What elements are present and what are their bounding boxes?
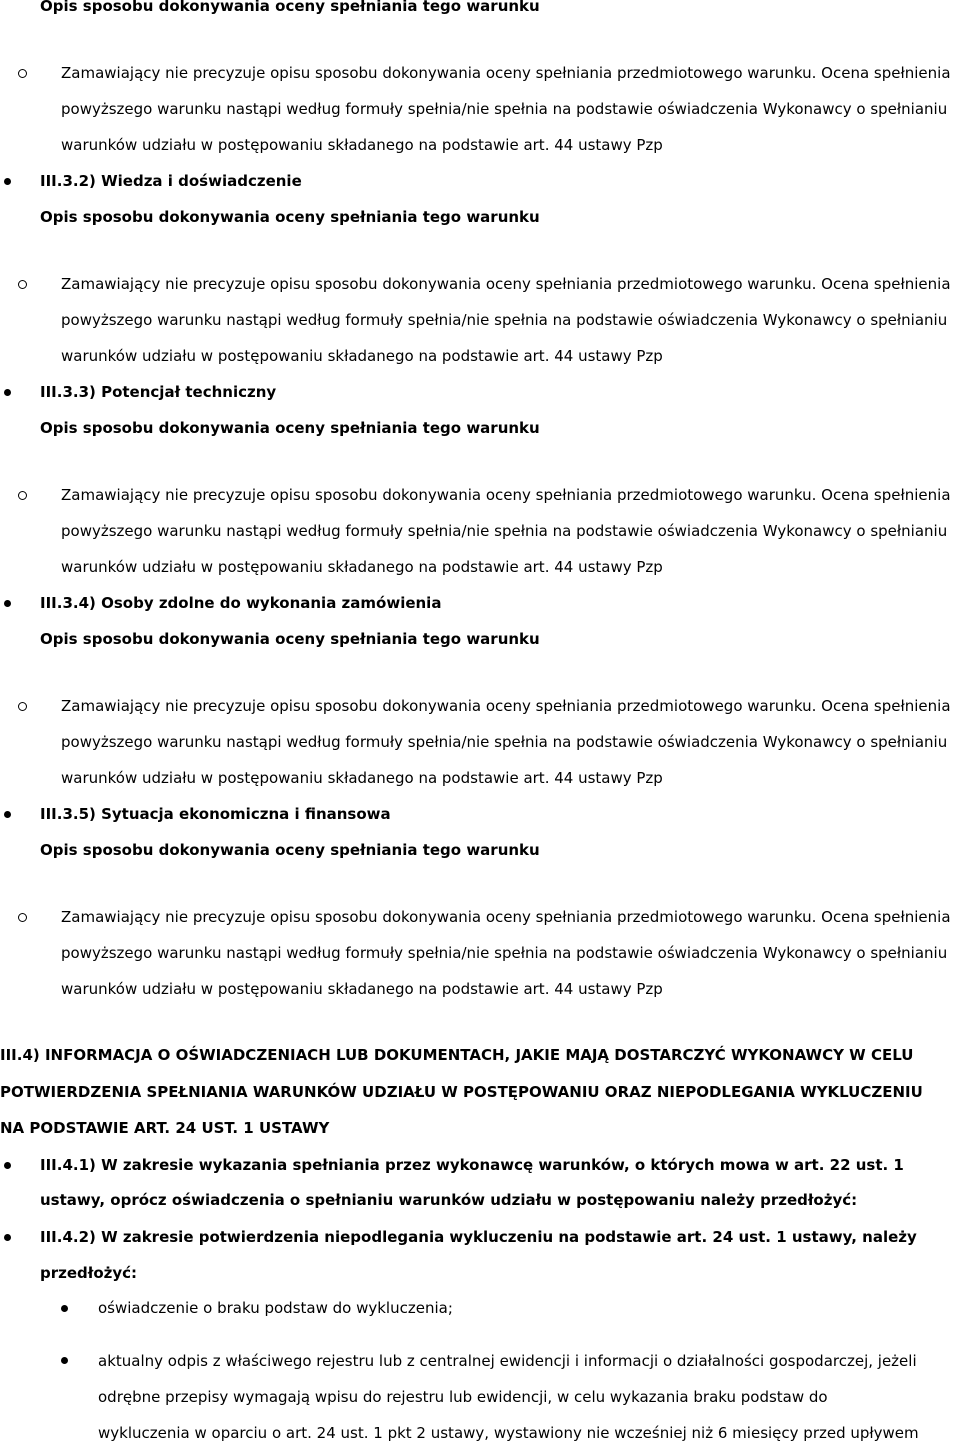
item-text-line: powyższego warunku nastąpi według formuły spełnia/nie spełnia na podstawie oświadczenia Wykonawcy o spełnianiu (61, 522, 948, 540)
circle-bullet-icon (18, 69, 27, 78)
bullet-icon (4, 178, 11, 185)
item-text-line: przedłożyć: (40, 1264, 138, 1282)
sub-item-text-line: odrębne przepisy wymagają wpisu do rejestru lub ewidencji, w celu wykazania braku podstaw do (98, 1388, 828, 1406)
item-text-line: Zamawiający nie precyzuje opisu sposobu dokonywania oceny spełniania przedmiotowego warunku. Ocena spełnienia (61, 908, 951, 926)
item-text-line: powyższego warunku nastąpi według formuły spełnia/nie spełnia na podstawie oświadczenia Wykonawcy o spełnianiu (61, 733, 948, 751)
item-text-line: warunków udziału w postępowaniu składanego na podstawie art. 44 ustawy Pzp (61, 980, 663, 998)
item-text-line: powyższego warunku nastąpi według formuły spełnia/nie spełnia na podstawie oświadczenia Wykonawcy o spełnianiu (61, 311, 948, 329)
section-heading: Opis sposobu dokonywania oceny spełniania tego warunku (40, 841, 540, 859)
circle-bullet-icon (18, 702, 27, 711)
section-heading: Opis sposobu dokonywania oceny spełniania tego warunku (40, 0, 540, 15)
bullet-icon (4, 1234, 11, 1241)
section-title: III.3.5) Sytuacja ekonomiczna i finansowa (40, 805, 391, 823)
sub-item-text-line: wykluczenia w oparciu o art. 24 ust. 1 pkt 2 ustawy, wystawiony nie wcześniej niż 6 miesięcy przed upływem (98, 1424, 919, 1442)
item-text-line: warunków udziału w postępowaniu składanego na podstawie art. 44 ustawy Pzp (61, 558, 663, 576)
bullet-icon (61, 1305, 68, 1312)
item-text-line: powyższego warunku nastąpi według formuły spełnia/nie spełnia na podstawie oświadczenia Wykonawcy o spełnianiu (61, 944, 948, 962)
bullet-icon (4, 811, 11, 818)
section4-heading-line: NA PODSTAWIE ART. 24 UST. 1 USTAWY (0, 1119, 330, 1137)
section-title: III.3.3) Potencjał techniczny (40, 383, 277, 401)
item-text-line: warunków udziału w postępowaniu składanego na podstawie art. 44 ustawy Pzp (61, 347, 663, 365)
item-text-line: III.4.2) W zakresie potwierdzenia niepodlegania wykluczeniu na podstawie art. 24 ust. 1 ustawy, należy (40, 1228, 917, 1246)
bullet-icon (4, 1162, 11, 1169)
section4-heading-line: III.4) INFORMACJA O OŚWIADCZENIACH LUB DOKUMENTACH, JAKIE MAJĄ DOSTARCZYĆ WYKONAWCY W CELU (0, 1046, 914, 1064)
sub-item-text-line: aktualny odpis z właściwego rejestru lub z centralnej ewidencji i informacji o działalności gospodarczej, jeżeli (98, 1352, 917, 1370)
item-text-line: Zamawiający nie precyzuje opisu sposobu dokonywania oceny spełniania przedmiotowego warunku. Ocena spełnienia (61, 697, 951, 715)
section-title: III.3.4) Osoby zdolne do wykonania zamówienia (40, 594, 442, 612)
circle-bullet-icon (18, 913, 27, 922)
section-title: III.3.2) Wiedza i doświadczenie (40, 172, 302, 190)
section4-heading-line: POTWIERDZENIA SPEŁNIANIA WARUNKÓW UDZIAŁU W POSTĘPOWANIU ORAZ NIEPODLEGANIA WYKLUCZENIU (0, 1083, 923, 1101)
item-text-line: III.4.1) W zakresie wykazania spełniania przez wykonawcę warunków, o których mowa w art. 22 ust. 1 (40, 1156, 904, 1174)
item-text-line: warunków udziału w postępowaniu składanego na podstawie art. 44 ustawy Pzp (61, 136, 663, 154)
circle-bullet-icon (18, 280, 27, 289)
item-text-line: ustawy, oprócz oświadczenia o spełnianiu warunków udziału w postępowaniu należy przedłożyć: (40, 1191, 858, 1209)
item-text-line: Zamawiający nie precyzuje opisu sposobu dokonywania oceny spełniania przedmiotowego warunku. Ocena spełnienia (61, 64, 951, 82)
item-text-line: powyższego warunku nastąpi według formuły spełnia/nie spełnia na podstawie oświadczenia Wykonawcy o spełnianiu (61, 100, 948, 118)
section-heading: Opis sposobu dokonywania oceny spełniania tego warunku (40, 208, 540, 226)
item-text-line: Zamawiający nie precyzuje opisu sposobu dokonywania oceny spełniania przedmiotowego warunku. Ocena spełnienia (61, 486, 951, 504)
section-heading: Opis sposobu dokonywania oceny spełniania tego warunku (40, 630, 540, 648)
bullet-icon (4, 389, 11, 396)
section-heading: Opis sposobu dokonywania oceny spełniania tego warunku (40, 419, 540, 437)
circle-bullet-icon (18, 491, 27, 500)
sub-item-text: oświadczenie o braku podstaw do wykluczenia; (98, 1299, 453, 1317)
item-text-line: warunków udziału w postępowaniu składanego na podstawie art. 44 ustawy Pzp (61, 769, 663, 787)
bullet-icon (4, 600, 11, 607)
item-text-line: Zamawiający nie precyzuje opisu sposobu dokonywania oceny spełniania przedmiotowego warunku. Ocena spełnienia (61, 275, 951, 293)
bullet-icon (61, 1357, 68, 1364)
